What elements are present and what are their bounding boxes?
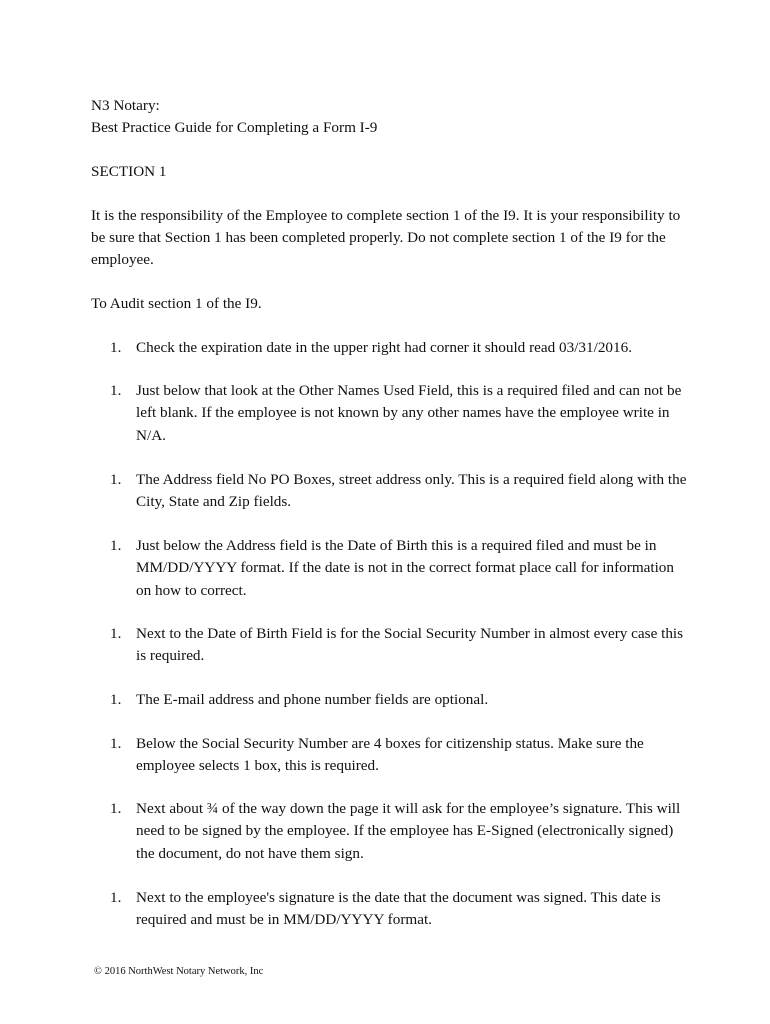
list-item-text: Next to the Date of Birth Field is for the Social Security Number in almost every case this is required.	[136, 625, 684, 665]
list-item-number: 1.	[110, 800, 122, 817]
list-item	[110, 887, 690, 932]
list-item	[110, 337, 690, 359]
list-item	[110, 689, 690, 711]
list-item-text: Below the Social Security Number are 4 boxes for citizenship status. Make sure the employee selects 1 box, this is required.	[136, 735, 644, 775]
list-item-number: 1.	[110, 735, 122, 752]
list-item-number: 1.	[110, 625, 122, 642]
list-item	[110, 798, 690, 865]
list-item-text: Just below that look at the Other Names Used Field, this is a required filed and can not be left blank. If the employee is not known by any other names have the employee write in N/A.	[136, 382, 682, 444]
list-item-text: The E-mail address and phone number fields are optional.	[136, 691, 489, 708]
list-item	[110, 535, 690, 602]
document-title: Best Practice Guide for Completing a Form I-9	[91, 119, 378, 136]
list-item-text: Next to the employee's signature is the date that the document was signed. This date is required and must be in MM/DD/YYYY format.	[136, 889, 661, 929]
list-item-text: Check the expiration date in the upper right had corner it should read 03/31/2016.	[136, 339, 632, 356]
org-name: N3 Notary:	[91, 97, 160, 114]
list-item-number: 1.	[110, 382, 122, 399]
list-item-text: Next about ¾ of the way down the page it will ask for the employee’s signature. This will need to be signed by the employee. If the employee has E-Signed (electronically signed) the document, do not have them sign.	[136, 800, 681, 862]
audit-heading: To Audit section 1 of the I9.	[91, 295, 262, 312]
list-item-number: 1.	[110, 889, 122, 906]
list-item-number: 1.	[110, 471, 122, 488]
list-item-text: Just below the Address field is the Date of Birth this is a required filed and must be in MM/DD/YYYY format. If the date is not in the correct format place call for information on how to correct.	[136, 537, 674, 599]
intro-paragraph: It is the responsibility of the Employee to complete section 1 of the I9. It is your responsibility to be sure that Section 1 has been completed properly. Do not complete section 1 of the I9 for the employee.	[91, 207, 681, 268]
list-item	[110, 380, 690, 447]
list-item	[110, 469, 690, 514]
list-item-number: 1.	[110, 339, 122, 356]
list-item	[110, 733, 690, 778]
list-item	[110, 623, 690, 668]
list-item-number: 1.	[110, 691, 122, 708]
list-item-text: The Address field No PO Boxes, street address only. This is a required field along with the City, State and Zip fields.	[136, 471, 687, 511]
section-heading: SECTION 1	[91, 163, 167, 180]
page-footer: © 2016 NorthWest Notary Network, Inc	[94, 966, 264, 977]
list-item-number: 1.	[110, 537, 122, 554]
